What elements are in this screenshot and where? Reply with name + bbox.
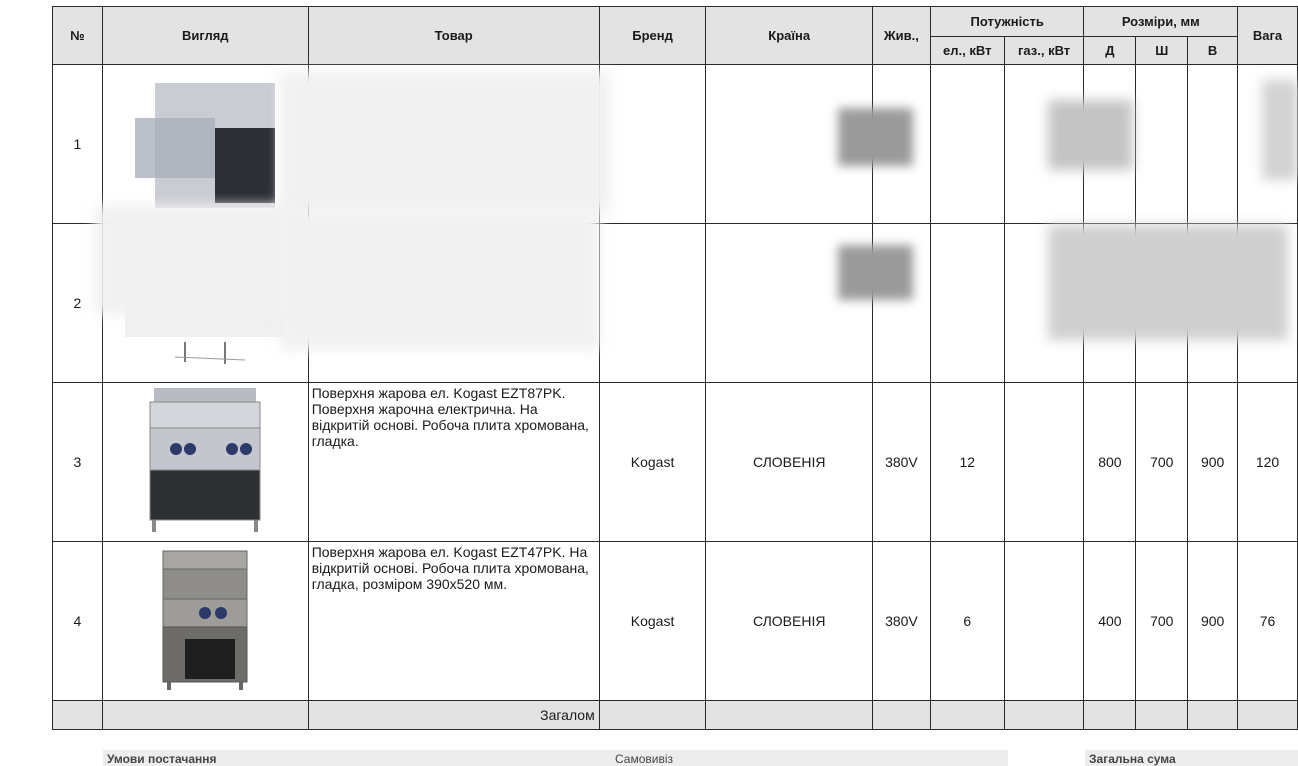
row-num: 3 <box>53 383 103 542</box>
header-dim-d: Д <box>1084 37 1136 65</box>
header-brand: Бренд <box>599 7 706 65</box>
power-el-cell <box>930 65 1004 224</box>
dim-w-cell: 700 <box>1136 383 1188 542</box>
power-gas-cell <box>1004 383 1084 542</box>
country-cell: СЛОВЕНІЯ <box>706 542 873 701</box>
header-dim-w: Ш <box>1136 37 1188 65</box>
total-sum-label: Загальна сума <box>1089 752 1176 766</box>
dim-w-cell <box>1136 65 1188 224</box>
power-gas-cell <box>1004 542 1084 701</box>
total-label: Загалом <box>308 701 599 730</box>
dim-d-cell: 400 <box>1084 542 1136 701</box>
weight-cell: 120 <box>1238 383 1298 542</box>
header-power-supply: Жив., <box>872 7 930 65</box>
redaction-overlay <box>1048 100 1133 170</box>
power-el-cell: 6 <box>930 542 1004 701</box>
brand-cell <box>599 65 706 224</box>
dim-d-cell: 800 <box>1084 383 1136 542</box>
header-weight: Вага <box>1238 7 1298 65</box>
table-row <box>53 383 1298 542</box>
weight-cell: 76 <box>1238 542 1298 701</box>
header-dim-h: В <box>1188 37 1238 65</box>
product-image <box>102 65 308 224</box>
redaction-overlay <box>95 205 295 315</box>
dim-h-cell: 900 <box>1188 383 1238 542</box>
dim-h-cell: 900 <box>1188 542 1238 701</box>
row-num: 2 <box>53 224 103 383</box>
brand-cell: Kogast <box>599 542 706 701</box>
dim-w-cell: 700 <box>1136 542 1188 701</box>
redaction-overlay <box>280 72 610 212</box>
product-description: Поверхня жарова ел. Kogast EZT47PK. На відкритій основі. Робоча плита хромована, гладка, розміром 390х520 мм. <box>308 542 599 701</box>
header-power-gas: газ., кВт <box>1004 37 1084 65</box>
row-num: 1 <box>53 65 103 224</box>
brand-cell: Kogast <box>599 383 706 542</box>
header-power-el: ел., кВт <box>930 37 1004 65</box>
country-cell: СЛОВЕНІЯ <box>706 383 873 542</box>
header-num: № <box>53 7 103 65</box>
power-el-cell <box>930 224 1004 383</box>
griddle-image <box>115 73 295 213</box>
redaction-overlay <box>280 210 600 350</box>
header-power: Потужність <box>930 7 1084 37</box>
product-description: Поверхня жарова ел. Kogast EZT87PK. Поверхня жарочна електрична. На відкритій основі. Робоча плита хромована, гладка. <box>308 383 599 542</box>
griddle-ezt87pk-image <box>140 388 270 533</box>
product-image <box>102 542 308 701</box>
supply-cell: 380V <box>872 542 930 701</box>
header-country: Країна <box>706 7 873 65</box>
delivery-terms-value: Самовивіз <box>615 752 674 766</box>
header-dims: Розміри, мм <box>1084 7 1238 37</box>
power-el-cell: 12 <box>930 383 1004 542</box>
redaction-overlay <box>838 108 913 166</box>
row-num: 4 <box>53 542 103 701</box>
delivery-terms-label: Умови постачання <box>107 752 217 766</box>
total-row <box>53 701 1298 730</box>
griddle-ezt47pk-image <box>155 547 255 692</box>
supply-cell: 380V <box>872 383 930 542</box>
table-row <box>53 542 1298 701</box>
header-view: Вигляд <box>102 7 308 65</box>
product-image <box>102 383 308 542</box>
redaction-overlay <box>1048 225 1288 340</box>
redaction-overlay <box>838 245 913 300</box>
brand-cell <box>599 224 706 383</box>
dim-h-cell <box>1188 65 1238 224</box>
redaction-overlay <box>1262 80 1298 180</box>
header-product: Товар <box>308 7 599 65</box>
